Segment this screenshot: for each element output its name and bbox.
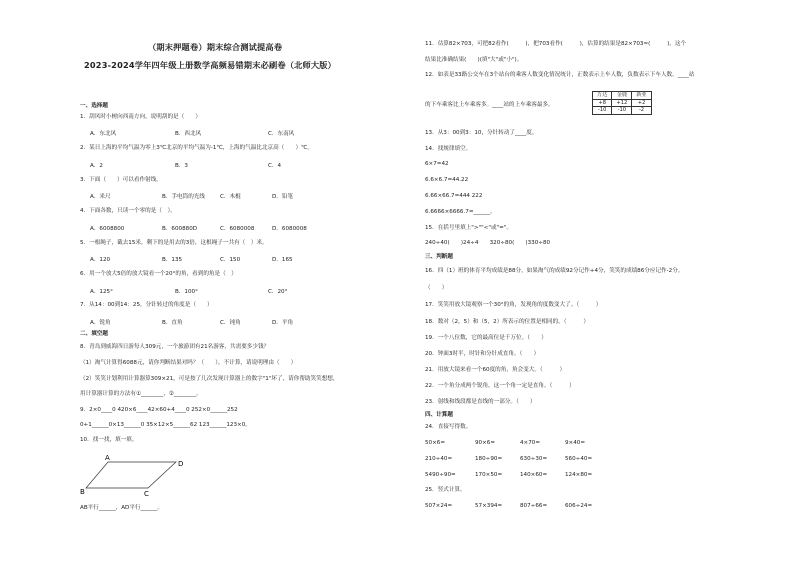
question-16: 16．四（1）班的体育平均成绩是88分，如果淘气的成绩92分记作+4分，笑笑的成绩86分应记作-2分。: [425, 268, 684, 274]
question-5: 5．一根绳子，截去15米，剩下的是用去的3倍，这根绳子一共有（ ）米。: [80, 240, 268, 246]
calc-item: 140×60=: [520, 472, 548, 478]
vertex-label-c: C: [144, 490, 149, 498]
q3-option-b: B．手电筒的光线: [162, 194, 205, 200]
question-20: 20．钟面3时半，时针和分针成直角。（ ）: [425, 351, 540, 357]
q3-option-a: A．米尺: [90, 194, 111, 200]
calc-item: 630÷30=: [520, 456, 548, 462]
question-1: 1．刮风时小树向西南方向，说明刮的是（ ）: [80, 114, 202, 120]
vertex-label-b: B: [80, 488, 85, 496]
parallelogram-figure: [80, 452, 190, 498]
calc-item: 4×70=: [520, 440, 541, 446]
table-cell: -10: [612, 107, 632, 115]
question-17: 17．笑笑用放大镜观察一个30°的角，发现角的度数变大了。（ ）: [425, 302, 602, 308]
vertex-label-d: D: [178, 460, 184, 468]
q1-option-a: A．东北风: [90, 131, 117, 137]
table-row: [593, 107, 652, 115]
question-8-part-1: （1）淘气计算得6088元，请你判断结果对吗？（ ），不计算，请说明理由（ ）: [80, 360, 297, 366]
question-22: 22．一个角分成两个锐角，这一个角一定是直角。（ ）: [425, 383, 575, 389]
q2-option-a: A．2: [90, 163, 103, 169]
question-18: 18．数对（2，5）和（5，2）所表示的位置是相同的。（ ）: [425, 319, 589, 325]
question-9: 9．2×0____0 420×6____42×60+4____0 252×0______252: [80, 407, 238, 413]
question-24: 24．直接写得数。: [425, 424, 472, 430]
question-6: 6．用一个放大5倍的放大镜看一个20°的角，看到的角是（ ）: [80, 271, 237, 277]
question-23: 23．射线和线段都是直线的一部分。（ ）: [425, 399, 536, 405]
question-10-answer: AB平行______，AD平行______。: [80, 505, 163, 511]
calc-item: 57×394=: [475, 503, 503, 509]
q4-option-c: C．6080008: [220, 226, 255, 232]
table-header-cell: 金鹿: [612, 92, 632, 100]
q3-option-c: C．木棍: [220, 194, 241, 200]
q7-option-a: A．锐角: [90, 320, 111, 326]
table-header-cell: 新亚: [632, 92, 651, 100]
doc-title-1: （期末押题卷）期末综合测试提高卷: [148, 42, 283, 52]
calc-item: 560÷40=: [565, 456, 593, 462]
question-11: 11．估算82×703，可把82看作( )，把703看作( )，估算的结果是82×703≈( )，这个: [425, 41, 687, 47]
table-cell: -2: [632, 107, 651, 115]
q2-option-b: B．3: [175, 163, 188, 169]
calc-item: 50×6=: [425, 440, 446, 446]
calc-item: 180÷90=: [475, 456, 503, 462]
q5-option-b: B．135: [162, 257, 183, 263]
table-row: [593, 99, 652, 107]
table-header-row: [593, 92, 652, 100]
question-15-items: 240÷40( )24÷4 320÷80( )330÷80: [425, 240, 551, 246]
calc-item: 124×80=: [565, 472, 593, 478]
section-choice-title: 一、选择题: [80, 103, 108, 109]
q7-option-c: C．钝角: [220, 320, 241, 326]
section-judge-title: 三、判断题: [425, 254, 453, 260]
question-12-line-2: 的下车乘客比上车乘客多。____站的上车乘客最多。: [425, 102, 554, 108]
question-19: 19．一个八位数，它的最高位是千万位。（ ）: [425, 335, 547, 341]
pattern-line-4: 6.6666×6666.7=______。: [425, 209, 496, 215]
question-8-part-3: 用计算器计算的方法有①________，②________。: [80, 391, 202, 397]
pattern-line-2: 6.6×6.7=44.22: [425, 177, 469, 183]
question-10: 10．找一找，填一填。: [80, 437, 138, 443]
calc-item: 9×40=: [565, 440, 586, 446]
calc-item: 210÷40=: [425, 456, 453, 462]
q3-option-d: D．铅笔: [272, 194, 294, 200]
q2-option-c: C．4: [268, 163, 282, 169]
question-3: 3．下面（ ）可以看作射线。: [80, 177, 162, 183]
question-2: 2．某日上海的平均气温为零上3℃北京的平均气温为-1℃，上海的气温比北京高（ ）℃。: [80, 145, 313, 151]
question-7: 7．从14：00到14：25，分针转过的角度是（ ）: [80, 302, 213, 308]
pattern-line-1: 6×7=42: [425, 161, 449, 167]
question-21: 21．用放大镜来看一个60度的角，角会变大。（ ）: [425, 367, 566, 373]
question-8: 8．青岛到威海四日游每人309元，一个旅游团有21名游客，共需要多少钱？: [80, 344, 270, 350]
table-cell: +2: [632, 99, 651, 107]
table-header-cell: 万达: [593, 92, 612, 100]
question-15: 15．在括号里填上">""<"或"="。: [425, 225, 512, 231]
calc-item: 606÷24=: [565, 503, 593, 509]
q1-option-b: B．西北风: [175, 131, 202, 137]
question-9-line-2: 0+1______0×13______0 35×12×5______62 123______123×0。: [80, 422, 251, 428]
calc-item: 5490÷90=: [425, 472, 456, 478]
calc-item: 807÷66=: [520, 503, 548, 509]
q6-option-b: B．100°: [175, 289, 198, 295]
calc-item: 507×24=: [425, 503, 453, 509]
q5-option-c: C．150: [220, 257, 241, 263]
q7-option-b: B．直角: [162, 320, 183, 326]
q1-option-c: C．东南风: [268, 131, 295, 137]
q7-option-d: D．平角: [272, 320, 294, 326]
bus-passenger-table: [592, 91, 652, 115]
question-16-line-2: （ ）: [425, 285, 448, 291]
table-cell: +12: [612, 99, 632, 107]
section-calc-title: 四、计算题: [425, 412, 453, 418]
doc-title-2: 2023-2024学年四年级上册数学高频易错期末必刷卷（北师大版）: [84, 60, 337, 70]
vertex-label-a: A: [105, 454, 110, 462]
q5-option-a: A．120: [90, 257, 111, 263]
q6-option-a: A．125°: [90, 289, 113, 295]
question-11-line-2: 结果比准确结果( )(填"大"或"小")。: [425, 57, 523, 63]
section-fill-title: 二、填空题: [80, 331, 108, 337]
table-cell: +8: [593, 99, 612, 107]
question-8-part-2: （2）笑笑计划利用计算器算309×21，可是按了几次发现计算器上的数字"1"坏了，请你帮助笑笑想想，: [80, 376, 339, 382]
calc-item: 90×6=: [475, 440, 496, 446]
parallelogram-shape: [86, 462, 176, 488]
q4-option-b: B．600880D: [162, 226, 198, 232]
pattern-line-3: 6.66×66.7=444 222: [425, 193, 483, 199]
q4-option-d: D．6080008: [272, 226, 307, 232]
table-cell: -10: [593, 107, 612, 115]
q5-option-d: D．165: [272, 257, 293, 263]
question-13: 13．从3：00到3：10，分针转动了____度。: [425, 130, 538, 136]
calc-item: 170×50=: [475, 472, 503, 478]
question-25: 25．竖式计算。: [425, 487, 466, 493]
question-12: 12．如表是33路公交车在3个站台的乘客人数变化情况统计，正数表示上车人数，负数表示下车人数。____站: [425, 72, 695, 78]
question-14: 14．找规律填空。: [425, 146, 472, 152]
q6-option-c: C．20°: [268, 289, 288, 295]
q4-option-a: A．6008800: [90, 226, 125, 232]
question-4: 4．下面各数，只读一个零的是（ ）。: [80, 208, 176, 214]
